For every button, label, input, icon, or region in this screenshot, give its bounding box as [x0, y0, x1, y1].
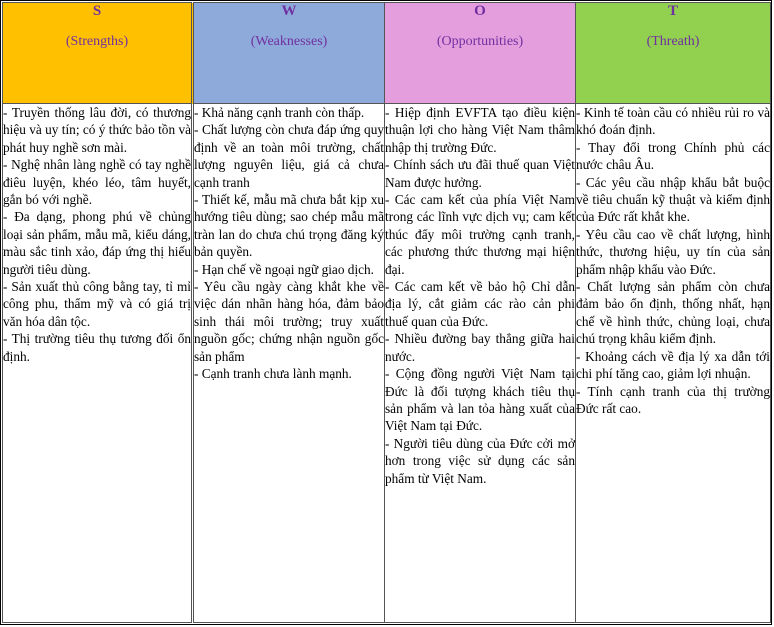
threat-item: - Chất lượng sản phẩm còn chưa đảm bảo ổn định, thống nhất, hạn chế về hình thức, chủng loại, chưa chú trọng khâu kiểm định. — [576, 279, 770, 347]
swot-table — [2, 2, 771, 623]
opportunity-item: - Người tiêu dùng của Đức cởi mở hơn trong việc sử dụng các sản phẩm từ Việt Nam. — [385, 435, 575, 486]
weakness-item: - Khả năng cạnh tranh còn thấp. — [194, 105, 365, 120]
threat-item: - Khoảng cách về địa lý xa dẫn tới chi phí tăng cao, giảm lợi nhuận. — [576, 348, 770, 382]
opportunity-item: - Nhiều đường bay thẳng giữa hai nước. — [385, 331, 575, 364]
strength-item: - Thị trường tiêu thụ tương đối ổn định. — [3, 331, 191, 364]
strength-item: - Sản xuất thủ công bằng tay, tỉ mỉ công phu, thẩm mỹ và có giá trị văn hóa dân tộc. — [3, 279, 191, 329]
header-threats — [576, 3, 771, 104]
swot-header-row — [3, 3, 771, 104]
weakness-item: - Hạn chế về ngoại ngữ giao dịch. — [194, 261, 375, 277]
weakness-item: - Yêu cầu ngày càng khắt khe về việc dán nhãn hàng hóa, đảm bảo sinh thái môi trường; truy xuất nguồn gốc; chứng nhận nguồn gốc sản phẩm — [194, 279, 384, 364]
weakness-item: - Chất lượng còn chưa đáp ứng quy định về an toàn môi trường, chất lượng nguyên liệu, giá cả chưa cạnh tranh — [194, 122, 384, 190]
opportunity-item: - Hiệp định EVFTA tạo điều kiện thuận lợi cho hàng Việt Nam thâm nhập thị trường Đức. — [385, 105, 575, 155]
opportunity-item: - Các cam kết về bảo hộ Chỉ dẫn địa lý, cắt giảm các rào cản phi thuế quan của Đức. — [385, 279, 575, 329]
threat-item: - Thay đổi trong Chính phủ các nước châu Âu. — [576, 139, 770, 173]
threat-item: - Tính cạnh tranh của thị trường Đức rất cao. — [576, 383, 770, 416]
header-weaknesses — [193, 3, 385, 104]
header-subtitle-strengths: (Strengths) — [65, 34, 129, 49]
threat-item: - Các yêu cầu nhập khẩu bắt buộc về tiêu chuẩn kỹ thuật và kiểm định của Đức rất khắt khe. — [576, 174, 770, 225]
weakness-item: - Cạnh tranh chưa lành mạnh. — [194, 366, 352, 382]
threats-cell — [576, 104, 771, 623]
header-subtitle-threats: (Threath) — [646, 34, 700, 49]
header-letter-o: O — [474, 3, 486, 19]
swot-body-row — [3, 104, 771, 623]
opportunities-cell — [385, 104, 576, 623]
strength-item: - Đa dạng, phong phú về chủng loại sản phẩm, mẫu mã, kiểu dáng, màu sắc tinh xảo, đáp ứng thị hiếu người tiêu dùng. — [3, 209, 191, 277]
opportunity-item: - Chính sách ưu đãi thuế quan Việt Nam được hưởng. — [385, 157, 575, 190]
threat-item: - Kinh tế toàn cầu có nhiều rủi ro và khó đoán định. — [576, 105, 770, 138]
header-letter-t: T — [667, 3, 678, 19]
opportunity-item: - Cộng đồng người Việt Nam tại Đức là đối tượng khách tiêu thụ sản phẩm và lan tỏa hàng xuất của Việt Nam tại Đức. — [385, 366, 575, 434]
header-opportunities — [385, 3, 576, 104]
header-subtitle-opportunities: (Opportunities) — [436, 34, 524, 49]
header-subtitle-weaknesses: (Weaknesses) — [250, 34, 328, 49]
strength-item: - Nghệ nhân làng nghề có tay nghề điêu luyện, khéo léo, tâm huyết, gắn bó với nghề. — [3, 157, 191, 208]
header-strengths — [3, 3, 193, 104]
threat-item: - Yêu cầu cao về chất lượng, hình thức, thương hiệu, uy tín của sản phẩm nhập khẩu vào Đức. — [576, 226, 770, 277]
strengths-cell — [3, 104, 193, 623]
strength-item: - Truyền thống lâu đời, có thương hiệu và uy tín; có ý thức bảo tồn và phát huy nghề sơn mài. — [3, 105, 191, 155]
weakness-item: - Thiết kế, mẫu mã chưa bắt kịp xu hướng tiêu dùng; sao chép mẫu mã tràn lan do chưa chú trọng đăng ký bản quyền. — [194, 192, 384, 260]
header-letter-s: S — [92, 3, 102, 19]
opportunity-item: - Các cam kết của phía Việt Nam trong các lĩnh vực dịch vụ; cam kết thúc đẩy môi trường cạnh tranh, các phương thức thương mại hiện đại. — [385, 192, 575, 277]
header-letter-w: W — [281, 3, 297, 19]
weaknesses-cell — [193, 104, 385, 623]
